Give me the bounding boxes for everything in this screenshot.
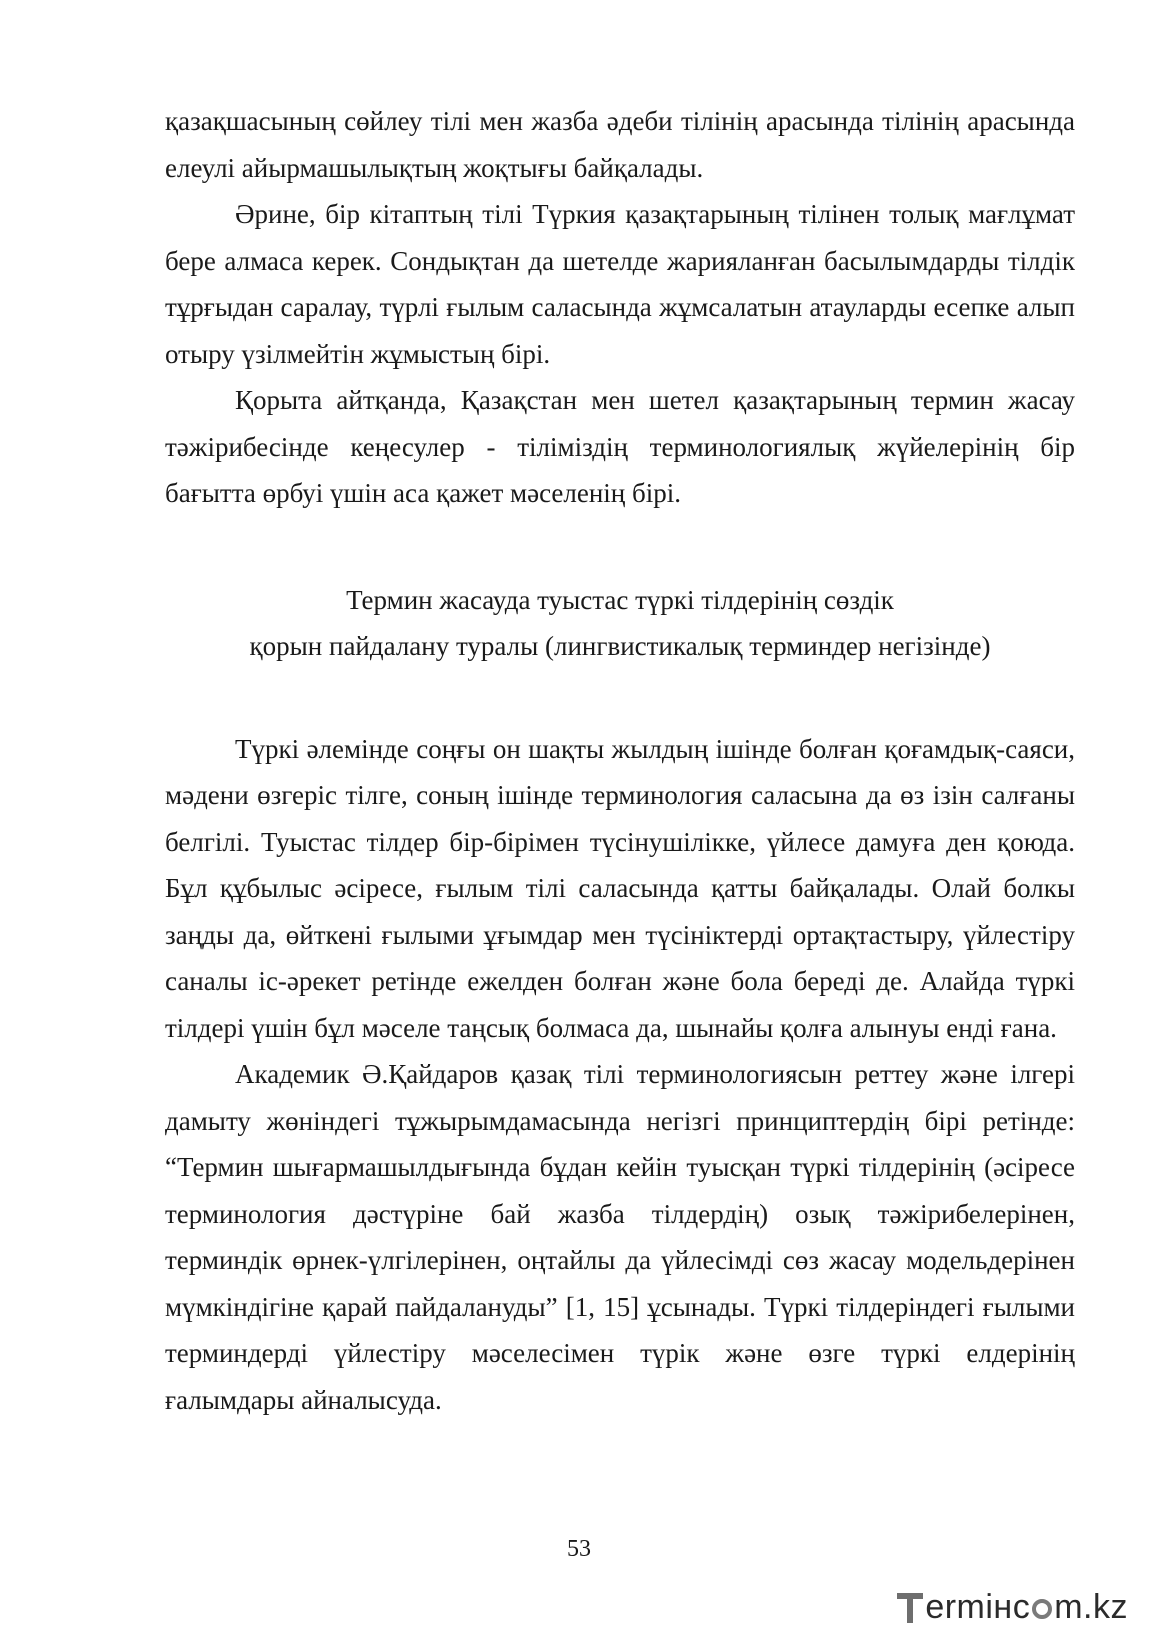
termincom-watermark [897,1585,1128,1629]
section-heading-line-2: қорын пайдалану туралы (лингвистикалық терминдер негізінде) [249,631,991,661]
watermark-text-start: ermінc [925,1587,1031,1626]
section-heading-line-1: Термин жасауда туыстас түркі тілдерінің сөздік [346,584,894,615]
watermark-text-end: m.kz [1054,1587,1128,1626]
t-letter-icon [897,1589,923,1625]
paragraph-2: Әрине, бір кітаптың тілі Түркия қазақтарының тілінен толық мағлұмат бере алмаса керек. Сондықтан да шетелде жарияланған басылымдарды тілдік тұрғыдан саралау, түрлі ғылым саласында жұмсалатын атауларды есепке алып отыру үзілмейтін жұмыстың бірі. [165,199,1075,369]
paragraph-3: Қорыта айтқанда, Қазақстан мен шетел қазақтарының термин жасау тәжірибесінде кеңесулер - тіліміздің терминологиялық жүйелерінің бір бағытта өрбуі үшін аса қажет мәселенің бірі. [165,385,1075,508]
circle-o-icon [1032,1599,1052,1619]
paragraph-1: қазақшасының сөйлеу тілі мен жазба әдеби тілінің арасында тілінің арасында елеулі айырмашылықтың жоқтығы байқалады. [165,106,1075,183]
document-page [165,98,1075,1423]
paragraph-4: Түркі әлемінде соңғы он шақты жылдың ішінде болған қоғамдық-саяси, мәдени өзгеріс тілге, соның ішінде терминология саласына да өз ізін салғаны белгілі. Туыстас тілдер бір-бірімен түсінушілікке, үйлесе дамуға ден қоюда. Бұл құбылыс әсіресе, ғылым тілі саласында қатты байқалады. Олай болкы заңды да, өйткені ғылыми ұғымдар мен түсініктерді ортақтастыру, үйлестіру саналы іс-әрекет ретінде ежелден болған және бола береді де. Алайда түркі тілдері үшін бұл мәселе таңсық болмаса да, шынайы қолға алынуы енді ғана. [165,733,1075,1043]
paragraph-5: Академик Ә.Қайдаров қазақ тілі терминологиясын реттеу және ілгері дамыту жөніндегі тұжырымдамасында негізгі принциптердің бірі ретінде: “Термин шығармашылдығында бұдан кейін туысқан түркі тілдерінің (әсіресе терминология дәстүріне бай жазба тілдердің) озық тәжірибелерінен, терминдік өрнек-үлгілерінен, оңтайлы да үйлесімді сөз жасау модельдерінен мүмкіндігіне қарай пайдалануды” [1, 15] ұсынады. Түркі тілдеріндегі ғылыми терминдерді үйлестіру мәселесімен түрік және өзге түркі елдерінің ғалымдары айналысуда. [165,1059,1075,1415]
page-number: 53 [567,1536,591,1562]
section-heading [165,517,1075,726]
